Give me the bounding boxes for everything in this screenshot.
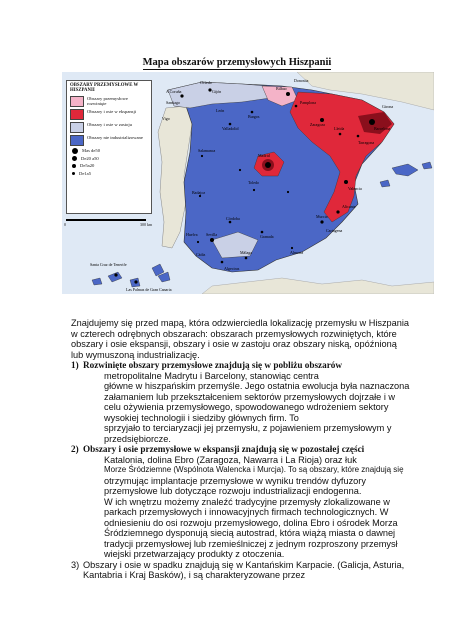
city-dot: [265, 162, 271, 168]
list-number: 2): [71, 444, 79, 454]
city-label: Madrid: [258, 153, 270, 158]
list-item-line: Katalonia, dolina Ebro (Zaragoza, Nawarra i La Rioja) oraz łuk: [104, 454, 357, 465]
city-dot: [261, 231, 264, 234]
legend-label: Obszary i osie w ekspansji: [87, 108, 136, 114]
intro-paragraph: Znajdujemy się przed mapą, która odzwierciedla lokalizację przemysłu w Hiszpania w czterech odrębnych obszarach: obszarach przemysłowych rozwiniętych, które obszary i osie ekspansji, obszary i osie w zastoju oraz obszary niską, opóźnioną lub wymuszoną industrializację.: [71, 318, 410, 360]
list-item-body: otrzymując implantacje przemysłowe w wyniku trendów dyfuzory przemysłowe lub dotyczące rozwoju industrializacji endogenna.: [104, 475, 366, 496]
list-item-line: Morze Śródziemne (Wspólnota Walencka i Murcja). To są obszary, które znajdują się: [104, 465, 404, 474]
document-body: [71, 318, 411, 581]
legend-item: [70, 122, 148, 133]
legend-dot-item: [70, 156, 148, 161]
city-label: Vigo: [162, 116, 170, 121]
city-dot: [114, 273, 117, 276]
city-label: Alicante: [342, 204, 356, 209]
legend-item: [70, 135, 148, 146]
city-dot: [199, 195, 201, 197]
city-label: Huelva: [186, 232, 198, 237]
legend-swatch: [70, 122, 84, 133]
city-label: Córdoba: [226, 216, 240, 221]
canary-islands-inset: [86, 258, 176, 294]
city-dot: [295, 105, 298, 108]
city-dot: [339, 133, 342, 136]
list-number: 3): [71, 559, 80, 570]
city-dot: [180, 94, 183, 97]
list-item-body: główne w hiszpańskim przemyśle. Jego ostatnia ewolucja była naznaczona załamaniem lub przekształceniem sektorów przemysłowych dojrzałe i w celu ożywienia przemysłowego, spowodowanego wdrożeniem sektory wysokiej technologii i siedziby głównych firm. To: [104, 381, 410, 423]
city-label: Girona: [382, 104, 394, 109]
city-dot: [229, 221, 232, 224]
city-dot: [229, 123, 232, 126]
dot-label: De1a5: [79, 170, 91, 176]
legend-dot-item: [70, 148, 148, 154]
list-item-2: [71, 444, 411, 560]
list-item-line: metropolitalne Madrytu i Barcelony, stanowiąc centra: [104, 370, 319, 381]
city-label: Tarragona: [358, 140, 375, 145]
list-item-1: [71, 360, 411, 444]
legend-dot-item: [70, 163, 148, 168]
legend-swatch: [70, 109, 84, 120]
city-dot: [221, 261, 224, 264]
city-label: Murcia: [316, 214, 328, 219]
city-label: Cartagena: [326, 228, 343, 233]
legend-title: OBSZARY PRZEMYSŁOWE W HISZPANII: [70, 83, 139, 94]
city-dot: [336, 210, 339, 213]
city-label: León: [216, 108, 225, 113]
city-dot: [197, 241, 199, 243]
dot-label: De5a20: [80, 163, 95, 169]
list-item-3: [71, 560, 411, 581]
city-label: Algeciras: [224, 266, 240, 271]
city-label: Málaga: [240, 250, 252, 255]
map-legend: [66, 80, 152, 214]
city-dot: [344, 180, 348, 184]
city-dot: [357, 135, 360, 138]
canary-label: Las Palmas de Gran Canaria: [126, 287, 172, 292]
scale-bar-line: [66, 219, 146, 221]
city-dot: [369, 119, 375, 125]
city-label: Santiago: [166, 100, 180, 105]
scale-end: 300 km: [140, 222, 153, 227]
list-item-body: Obszary i osie w spadku znajdują się w Kantańskim Karpacie. (Galicja, Asturia, Kantabria i Kraj Basków), i są charakteryzowane przez: [83, 559, 405, 580]
city-label: Valladolid: [222, 126, 239, 131]
list-item-heading: Rozwinięte obszary przemysłowe znajdują się w pobliżu obszarów: [83, 360, 343, 370]
canary-label: Santa Cruz de Tenerife: [90, 262, 127, 267]
legend-item: [70, 109, 148, 120]
legend-label: Obszary nie industrializowane: [87, 134, 143, 140]
city-label: Zaragoza: [310, 122, 325, 127]
city-dot: [239, 169, 241, 171]
dot-label: Mas de50: [82, 148, 100, 154]
page-title: Mapa obszarów przemysłowych Hiszpanii: [142, 57, 332, 68]
city-label: Lleida: [334, 126, 345, 131]
legend-swatch: [70, 135, 84, 146]
list-item-heading: Obszary i osie przemysłowe w ekspansji znajdują się w pozostałej części: [83, 444, 365, 454]
city-dot: [251, 111, 254, 114]
city-label: Salamanca: [198, 148, 216, 153]
city-dot: [286, 92, 290, 96]
city-label: A Coruña: [166, 89, 182, 94]
scale-start: 0: [64, 222, 66, 227]
city-label: Granada: [260, 234, 274, 239]
dot-symbol: [72, 156, 77, 161]
city-label: Oviedo: [200, 80, 212, 85]
map-scale-bar: [66, 219, 156, 229]
city-label: Pamplona: [300, 100, 316, 105]
city-label: Burgos: [248, 114, 260, 119]
city-dot: [201, 155, 203, 157]
list-item-body: W ich wnętrzu możemy znaleźć tradycyjne przemysły zlokalizowane w parkach przemysłowych i innowacyjnych firmach technologicznych. W odniesieniu do osi rozwoju przemysłowego, dolina Ebro i ośrodek Morza Śródziemnego dysponują siecią autostrad, która wiążą miasta o dawnej tradycji przemysłowej lub rzemieślniczej z jednym rozproszony przemysł wiejski przetwarzający produkty z otoczenia.: [104, 496, 398, 559]
city-label: Gijón: [212, 89, 222, 94]
legend-swatch: [70, 96, 84, 107]
city-label: Cádiz: [196, 252, 206, 257]
list-number: 1): [71, 360, 79, 370]
city-label: Almería: [290, 250, 304, 255]
city-label: Toledo: [248, 180, 260, 185]
city-label: Sevilla: [206, 232, 218, 237]
legend-label: Obszary przemysłowe rozwinięte: [87, 95, 128, 107]
city-label: Barcelona: [374, 126, 391, 131]
city-dot: [287, 191, 289, 193]
city-dot: [134, 280, 137, 283]
dot-symbol: [72, 164, 76, 168]
city-dot: [320, 220, 323, 223]
dot-label: De20 a50: [81, 155, 99, 161]
city-label: Bilbao: [276, 86, 287, 91]
city-label: Donostia: [294, 78, 309, 83]
legend-dot-item: [70, 171, 148, 176]
legend-label: Obszary i osie w zastoju: [87, 121, 132, 127]
list-item-body: sprzyjało to terciaryzacji jej przemysłu, z pojawieniem przemysłowym y przedsiębiorcze.: [104, 423, 392, 444]
dot-symbol: [72, 148, 78, 154]
legend-item: [70, 96, 148, 107]
city-dot: [291, 247, 293, 249]
city-label: Badajoz: [192, 190, 206, 195]
dot-symbol: [72, 172, 75, 175]
city-dot: [210, 238, 214, 242]
city-label: Valencia: [348, 186, 362, 191]
city-dot: [253, 189, 255, 191]
city-dot: [245, 257, 248, 260]
